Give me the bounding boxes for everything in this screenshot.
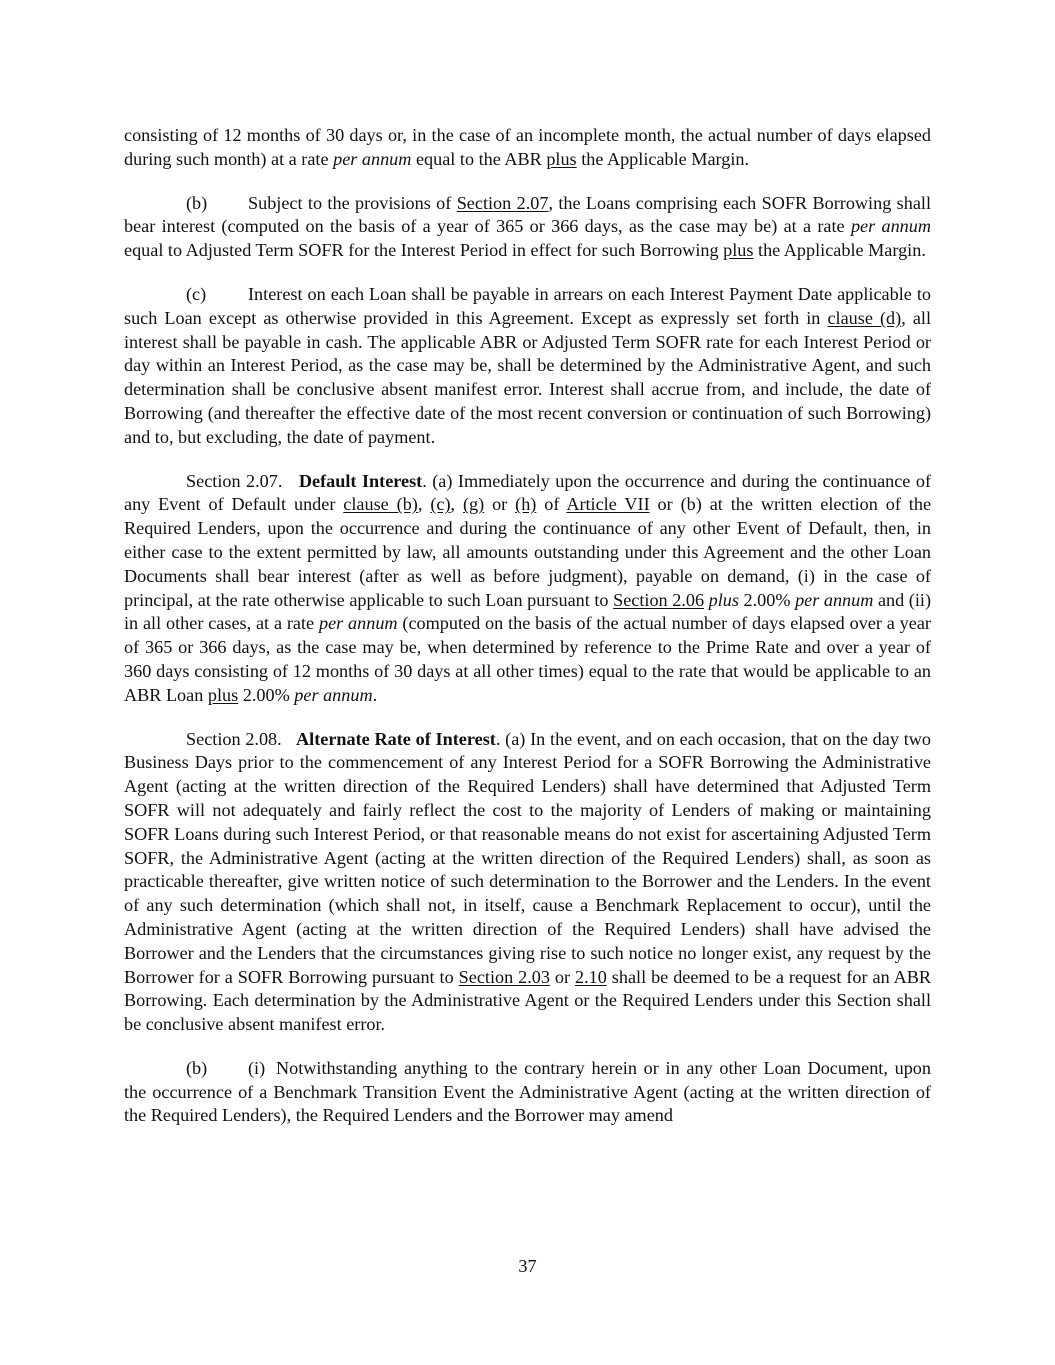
italic-text: per annum <box>795 589 874 610</box>
underlined-term: plus <box>207 684 239 705</box>
text-run: consisting of 12 months of 30 days or, in the case of an incomplete month, the actual number of days elapsed during such month) at a rate <box>124 125 931 169</box>
text-run: . <box>372 684 378 705</box>
section-number: Section 2.07. <box>186 470 283 491</box>
section-2-07 <box>124 470 931 708</box>
text-run: , all interest shall be payable in cash. The applicable ABR or Adjusted Term SOFR rate for each Interest Period or day within an Interest Period, as the case may be, shall be determined by the Administrative Agent, and such determination shall be conclusive absent manifest error. Interest shall accrue from, and include, the date of Borrowing (and thereafter the effective date of the most recent conversion or continuation of such Borrowing) and to, but excluding, the date of payment. <box>124 307 931 447</box>
text-run: Interest on each Loan shall be payable in arrears on each Interest Payment Date applicable to such Loan except as otherwise provided in this Agreement. Except as expressly set forth in <box>124 283 931 328</box>
text-run: 2.00% <box>238 684 295 705</box>
paragraph-c <box>124 283 931 450</box>
clause-label: (b) <box>186 1057 208 1078</box>
text-run: . (a) Immediately upon the occurrence and during the continuance of any Event of Default under <box>124 470 932 515</box>
section-heading: Alternate Rate of Interest <box>296 728 496 749</box>
text-run: Subject to the provisions of <box>248 192 457 213</box>
text-run: the Applicable Margin. <box>576 148 750 169</box>
text-run: or <box>484 494 516 515</box>
text-run: , <box>417 494 431 515</box>
clause-label: (b) <box>186 192 208 213</box>
text-run: , <box>450 494 463 515</box>
paragraph-b-i <box>124 1057 931 1128</box>
paragraph-b <box>124 192 931 263</box>
text-run: equal to Adjusted Term SOFR for the Interest Period in effect for such Borrowing <box>124 240 724 261</box>
italic-text: per annum <box>333 148 412 169</box>
paragraph-continuation <box>124 124 931 172</box>
underlined-term: plus <box>546 148 577 169</box>
clause-reference: clause (d) <box>827 307 902 328</box>
text-run: or (b) at the written election of the Required Lenders, upon the occurrence and during the continuance of any other Event of Default, then, in either case to the extent permitted by law, all amounts outstanding under this Agreement and the other Loan Documents shall bear interest (after as well as before judgment), payable on demand, (i) in the case of principal, at the rate otherwise applicable to such Loan pursuant to <box>124 494 932 610</box>
page-number: 37 <box>518 1256 537 1276</box>
article-reference: Article VII <box>566 494 650 515</box>
underlined-term: plus <box>723 240 754 261</box>
clause-reference: (c) <box>430 494 451 515</box>
section-reference: Section 2.06 <box>613 589 705 610</box>
italic-text: per annum <box>318 613 398 634</box>
italic-text: per annum <box>850 216 931 237</box>
text-run: shall be deemed to be a request for an ABR Borrowing. Each determination by the Administrative Agent or the Required Lenders under this Section shall be conclusive absent manifest error. <box>124 966 932 1035</box>
text-run: , the Loans comprising each SOFR Borrowing shall bear interest (computed on the basis of a year of 365 or 366 days, as the case may be) at a rate <box>124 192 931 237</box>
text-run: or <box>549 966 576 987</box>
text-run: (computed on the basis of the actual number of days elapsed over a year of 365 or 366 days, as the case may be, when determined by reference to the Prime Rate and over a year of 360 days consisting of 12 months of 30 days at all other times) equal to the rate that would be applicable to an ABR Loan <box>124 613 931 705</box>
text-run: 2.00% <box>738 589 796 610</box>
document-page <box>124 124 931 1148</box>
clause-reference: (g) <box>462 494 485 515</box>
italic-text: plus <box>708 589 739 610</box>
section-number: Section 2.08. <box>186 728 282 749</box>
text-run: equal to the ABR <box>411 148 547 169</box>
italic-text: per annum <box>294 684 373 705</box>
text-run: of <box>536 494 567 515</box>
clause-reference: (h) <box>515 494 537 515</box>
section-2-08 <box>124 728 931 1037</box>
text-run: Notwithstanding anything to the contrary herein or in any other Loan Document, upon the occurrence of a Benchmark Transition Event the Administrative Agent (acting at the written direction of the Required Lenders), the Required Lenders and the Borrower may amend <box>124 1057 931 1126</box>
clause-label: (c) <box>186 283 207 304</box>
text-run: the Applicable Margin. <box>753 240 926 261</box>
section-reference: Section 2.07 <box>456 192 549 213</box>
text-run: . (a) In the event, and on each occasion, that on the day two Business Days prior to the commencement of any Interest Period for a SOFR Borrowing the Administrative Agent (acting at the written direction of the Required Lenders) shall have determined that Adjusted Term SOFR will not adequately and fairly reflect the cost to the majority of Lenders of making or maintaining SOFR Loans during such Interest Period, or that reasonable means do not exist for ascertaining Adjusted Term SOFR, the Administrative Agent (acting at the written direction of the Required Lenders) shall, as soon as practicable thereafter, give written notice of such determination to the Borrower and the Lenders. In the event of any such determination (which shall not, in itself, cause a Benchmark Replacement to occur), until the Administrative Agent (acting at the written direction of the Required Lenders) shall have advised the Borrower and the Lenders that the circumstances giving rise to such notice no longer exist, any request by the Borrower for a SOFR Borrowing pursuant to <box>124 728 931 987</box>
section-heading: Default Interest <box>298 470 423 491</box>
subclause-label: (i) <box>248 1057 266 1078</box>
clause-reference: clause (b) <box>343 494 418 515</box>
section-reference: Section 2.03 <box>458 966 550 987</box>
section-reference: 2.10 <box>575 966 607 987</box>
text-run: and (ii) in all other cases, at a rate <box>124 589 932 634</box>
